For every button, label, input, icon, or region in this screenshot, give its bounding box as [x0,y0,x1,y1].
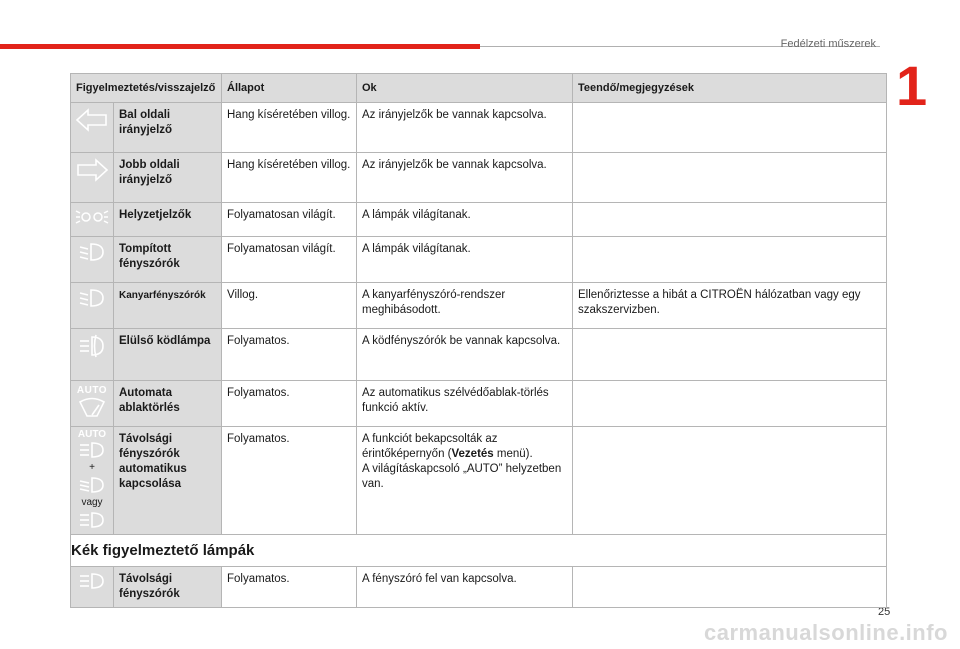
section-title: Fedélzeti műszerek [780,38,876,50]
row-action [573,237,887,283]
row-state: Folyamatos. [222,567,357,608]
row-action: Ellenőriztesse a hibát a CITROËN hálózatban vagy egy szakszervizben. [573,283,887,329]
row-cause [357,427,573,535]
cornering-light-icon [71,283,114,329]
header-cell: Állapot [222,74,357,103]
blue-lights-title: Kék figyelmeztető lámpák [71,535,887,567]
cause-text: A funkciót bekapcsolták az érintőképernyőn ( [362,433,498,460]
row-action [573,427,887,535]
main-beam-icon [77,440,107,460]
dipped-beam-icon [77,475,107,495]
row-label: Tompított fényszórók [114,237,222,283]
row-label: Bal oldali irányjelző [114,103,222,153]
side-lights-icon [71,203,114,237]
table-row [71,329,887,381]
row-action [573,153,887,203]
main-beam-icon [77,510,107,530]
section-row [71,535,887,567]
table-row [71,427,887,535]
watermark: carmanualsonline.info [704,620,948,645]
table-row [71,237,887,283]
row-label: Távolsági fényszórók automatikus kapcsolása [114,427,222,535]
row-state: Villog. [222,283,357,329]
cause-text: A világításkapcsoló „AUTO” helyzetben van. [362,463,562,490]
table-row [71,153,887,203]
auto-label: AUTO [76,385,108,396]
warning-lights-table [70,73,887,608]
row-state: Folyamatos. [222,427,357,535]
row-action [573,329,887,381]
row-state: Folyamatos. [222,381,357,427]
row-cause: A lámpák világítanak. [357,203,573,237]
row-label: Távolsági fényszórók [114,567,222,608]
right-arrow-icon [71,153,114,203]
table-header-row [71,74,887,103]
main-beam-icon [71,567,114,608]
dipped-beam-icon [71,237,114,283]
header-cell: Ok [357,74,573,103]
row-action [573,381,887,427]
row-state: Folyamatosan világít. [222,237,357,283]
row-cause: A ködfényszórók be vannak kapcsolva. [357,329,573,381]
row-action [573,203,887,237]
left-arrow-icon [71,103,114,153]
cause-text: menü). [493,448,533,460]
page-number: 25 [878,606,891,618]
row-state: Hang kíséretében villog. [222,103,357,153]
row-cause: Az irányjelzők be vannak kapcsolva. [357,153,573,203]
row-label: Automata ablaktörlés [114,381,222,427]
header-red-bar [0,44,480,49]
header-cell: Teendő/megjegyzések [573,74,887,103]
row-cause: A kanyarfényszóró-rendszer meghibásodott. [357,283,573,329]
row-action [573,567,887,608]
header-cell: Figyelmeztetés/visszajelző [71,74,222,103]
row-label: Jobb oldali irányjelző [114,153,222,203]
front-fog-icon [71,329,114,381]
table-row [71,283,887,329]
cause-menu-name: Vezetés [451,448,494,460]
table-row [71,381,887,427]
row-action [573,103,887,153]
row-cause: Az irányjelzők be vannak kapcsolva. [357,103,573,153]
row-label: Kanyarfényszórók [114,283,222,329]
table-row [71,203,887,237]
auto-wiper-icon [71,381,114,427]
row-cause: A fényszóró fel van kapcsolva. [357,567,573,608]
table-row [71,567,887,608]
row-state: Folyamatosan világít. [222,203,357,237]
table-row [71,103,887,153]
row-label: Helyzetjelzők [114,203,222,237]
row-state: Folyamatos. [222,329,357,381]
or-label: vagy [81,497,103,508]
plus-sign: + [89,462,95,473]
row-label: Elülső ködlámpa [114,329,222,381]
row-state: Hang kíséretében villog. [222,153,357,203]
auto-label: AUTO [77,429,107,440]
row-cause: Az automatikus szélvédőablak-törlés funkció aktív. [357,381,573,427]
chapter-number: 1 [896,54,928,117]
auto-main-beam-icon-group [71,427,114,535]
row-cause: A lámpák világítanak. [357,237,573,283]
